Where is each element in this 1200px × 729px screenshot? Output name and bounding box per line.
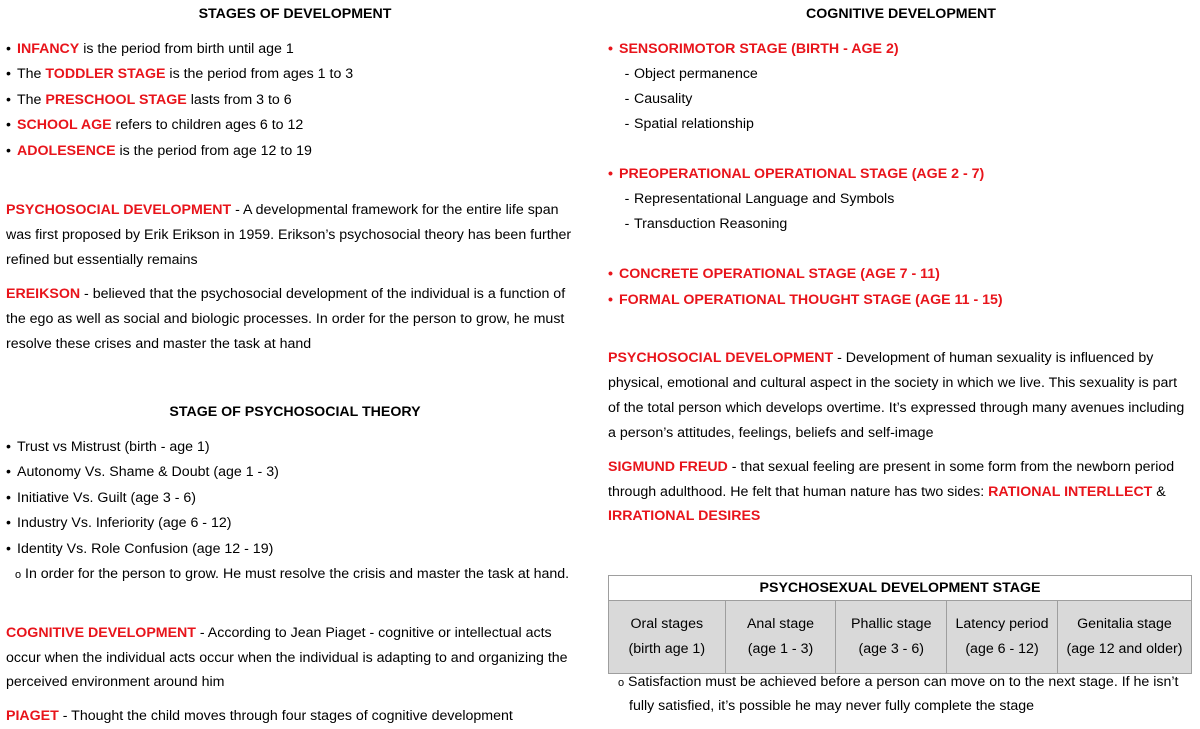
bullet-icon: • bbox=[608, 266, 613, 282]
psychosexual-paragraph-line: a person’s attitudes, feelings, beliefs and self-image bbox=[608, 425, 934, 441]
bullet-icon: • bbox=[6, 464, 11, 480]
psychosexual-paragraph-line: physical, emotional and cultural aspect in the society in which we live. This sexuality is part bbox=[608, 375, 1178, 391]
bullet-icon: • bbox=[6, 66, 11, 82]
bullet-icon: • bbox=[608, 166, 613, 182]
ereikson-paragraph-line: the ego as well as social and biologic processes. In order for the person to grow, he must bbox=[6, 311, 565, 327]
bullet-icon: • bbox=[6, 117, 11, 133]
psychosocial-paragraph-line: PSYCHOSOCIAL DEVELOPMENT - A developmental framework for the entire life span bbox=[6, 202, 559, 218]
ereikson-paragraph-line: resolve these crises and master the task at hand bbox=[6, 336, 312, 352]
table-cell: Anal stage (age 1 - 3) bbox=[725, 601, 836, 674]
table-cell: Phallic stage (age 3 - 6) bbox=[836, 601, 947, 674]
table-cell: Genitalia stage (age 12 and older) bbox=[1057, 601, 1191, 674]
theory-item: • Trust vs Mistrust (birth - age 1) bbox=[6, 439, 210, 455]
bullet-icon: • bbox=[6, 541, 11, 557]
table-cell: Oral stages (birth age 1) bbox=[609, 601, 726, 674]
bullet-icon: • bbox=[6, 515, 11, 531]
table-row bbox=[609, 601, 1192, 674]
psychosexual-paragraph-line: PSYCHOSOCIAL DEVELOPMENT - Development of human sexuality is influenced by bbox=[608, 350, 1154, 366]
stage-item: • INFANCY is the period from birth until age 1 bbox=[6, 41, 294, 57]
cognitive-paragraph-line: COGNITIVE DEVELOPMENT - According to Jean Piaget - cognitive or intellectual acts bbox=[6, 625, 552, 641]
sub-item: - Causality bbox=[624, 91, 693, 107]
theory-note: o In order for the person to grow. He must resolve the crisis and master the task at hand. bbox=[15, 566, 570, 582]
stage-item: • SCHOOL AGE refers to children ages 6 to 12 bbox=[6, 117, 304, 133]
circle-bullet-icon: o bbox=[15, 569, 22, 581]
stage-item: • The PRESCHOOL STAGE lasts from 3 to 6 bbox=[6, 92, 292, 108]
bullet-icon: • bbox=[6, 41, 11, 57]
theory-item: • Identity Vs. Role Confusion (age 12 - 19) bbox=[6, 541, 274, 557]
sub-item: - Object permanence bbox=[624, 66, 758, 82]
bullet-icon: • bbox=[608, 292, 613, 308]
cognitive-paragraph-line: perceived environment around him bbox=[6, 674, 225, 690]
cognitive-paragraph-line: occur when the individual acts occur when the individual is adapting to and organizing the bbox=[6, 650, 568, 666]
stage-item: • ADOLESENCE is the period from age 12 to 19 bbox=[6, 143, 312, 159]
bullet-icon: • bbox=[6, 143, 11, 159]
circle-bullet-icon: o bbox=[618, 677, 625, 689]
theory-item: • Industry Vs. Inferiority (age 6 - 12) bbox=[6, 515, 232, 531]
freud-paragraph-line: through adulthood. He felt that human nature has two sides: RATIONAL INTERLLECT & bbox=[608, 484, 1166, 500]
table-cell: Latency period (age 6 - 12) bbox=[947, 601, 1058, 674]
psychosexual-stage-table bbox=[608, 575, 1192, 674]
theory-item: • Initiative Vs. Guilt (age 3 - 6) bbox=[6, 490, 196, 506]
preoperational-title: • PREOPERATIONAL OPERATIONAL STAGE (AGE 2 - 7) bbox=[608, 166, 985, 182]
bullet-icon: • bbox=[6, 92, 11, 108]
concrete-stage: • CONCRETE OPERATIONAL STAGE (AGE 7 - 11) bbox=[608, 266, 940, 282]
freud-paragraph-line: SIGMUND FREUD - that sexual feeling are present in some form from the newborn period bbox=[608, 459, 1175, 475]
sensorimotor-title: • SENSORIMOTOR STAGE (BIRTH - AGE 2) bbox=[608, 41, 899, 57]
theory-heading: STAGE OF PSYCHOSOCIAL THEORY bbox=[169, 404, 421, 420]
bullet-icon: • bbox=[6, 490, 11, 506]
bullet-icon: • bbox=[6, 439, 11, 455]
sub-item: - Spatial relationship bbox=[624, 116, 754, 132]
stages-heading: STAGES OF DEVELOPMENT bbox=[198, 6, 392, 22]
sub-item: - Transduction Reasoning bbox=[624, 216, 788, 232]
sub-item: - Representational Language and Symbols bbox=[624, 191, 895, 207]
cognitive-heading: COGNITIVE DEVELOPMENT bbox=[806, 6, 996, 22]
theory-item: • Autonomy Vs. Shame & Doubt (age 1 - 3) bbox=[6, 464, 279, 480]
stage-item: • The TODDLER STAGE is the period from ages 1 to 3 bbox=[6, 66, 354, 82]
piaget-line: PIAGET - Thought the child moves through four stages of cognitive development bbox=[6, 708, 513, 724]
psychosexual-paragraph-line: of the total person which develops overtime. It’s expressed through many avenues including bbox=[608, 400, 1185, 416]
psychosocial-paragraph-line: was first proposed by Erik Erikson in 1959. Erikson’s psychosocial theory has been further bbox=[6, 227, 572, 243]
table-note-line: fully satisfied, it’s possible he may never fully complete the stage bbox=[629, 698, 1035, 714]
psychosocial-paragraph-line: refined but essentially remains bbox=[6, 252, 198, 268]
formal-stage: • FORMAL OPERATIONAL THOUGHT STAGE (AGE 11 - 15) bbox=[608, 292, 1003, 308]
table-heading: PSYCHOSEXUAL DEVELOPMENT STAGE bbox=[609, 576, 1192, 601]
ereikson-paragraph-line: EREIKSON - believed that the psychosocial development of the individual is a function of bbox=[6, 286, 566, 302]
table-note-line: o Satisfaction must be achieved before a person can move on to the next stage. If he isn’t bbox=[618, 674, 1179, 690]
freud-paragraph-line: IRRATIONAL DESIRES bbox=[608, 508, 761, 524]
bullet-icon: • bbox=[608, 41, 613, 57]
